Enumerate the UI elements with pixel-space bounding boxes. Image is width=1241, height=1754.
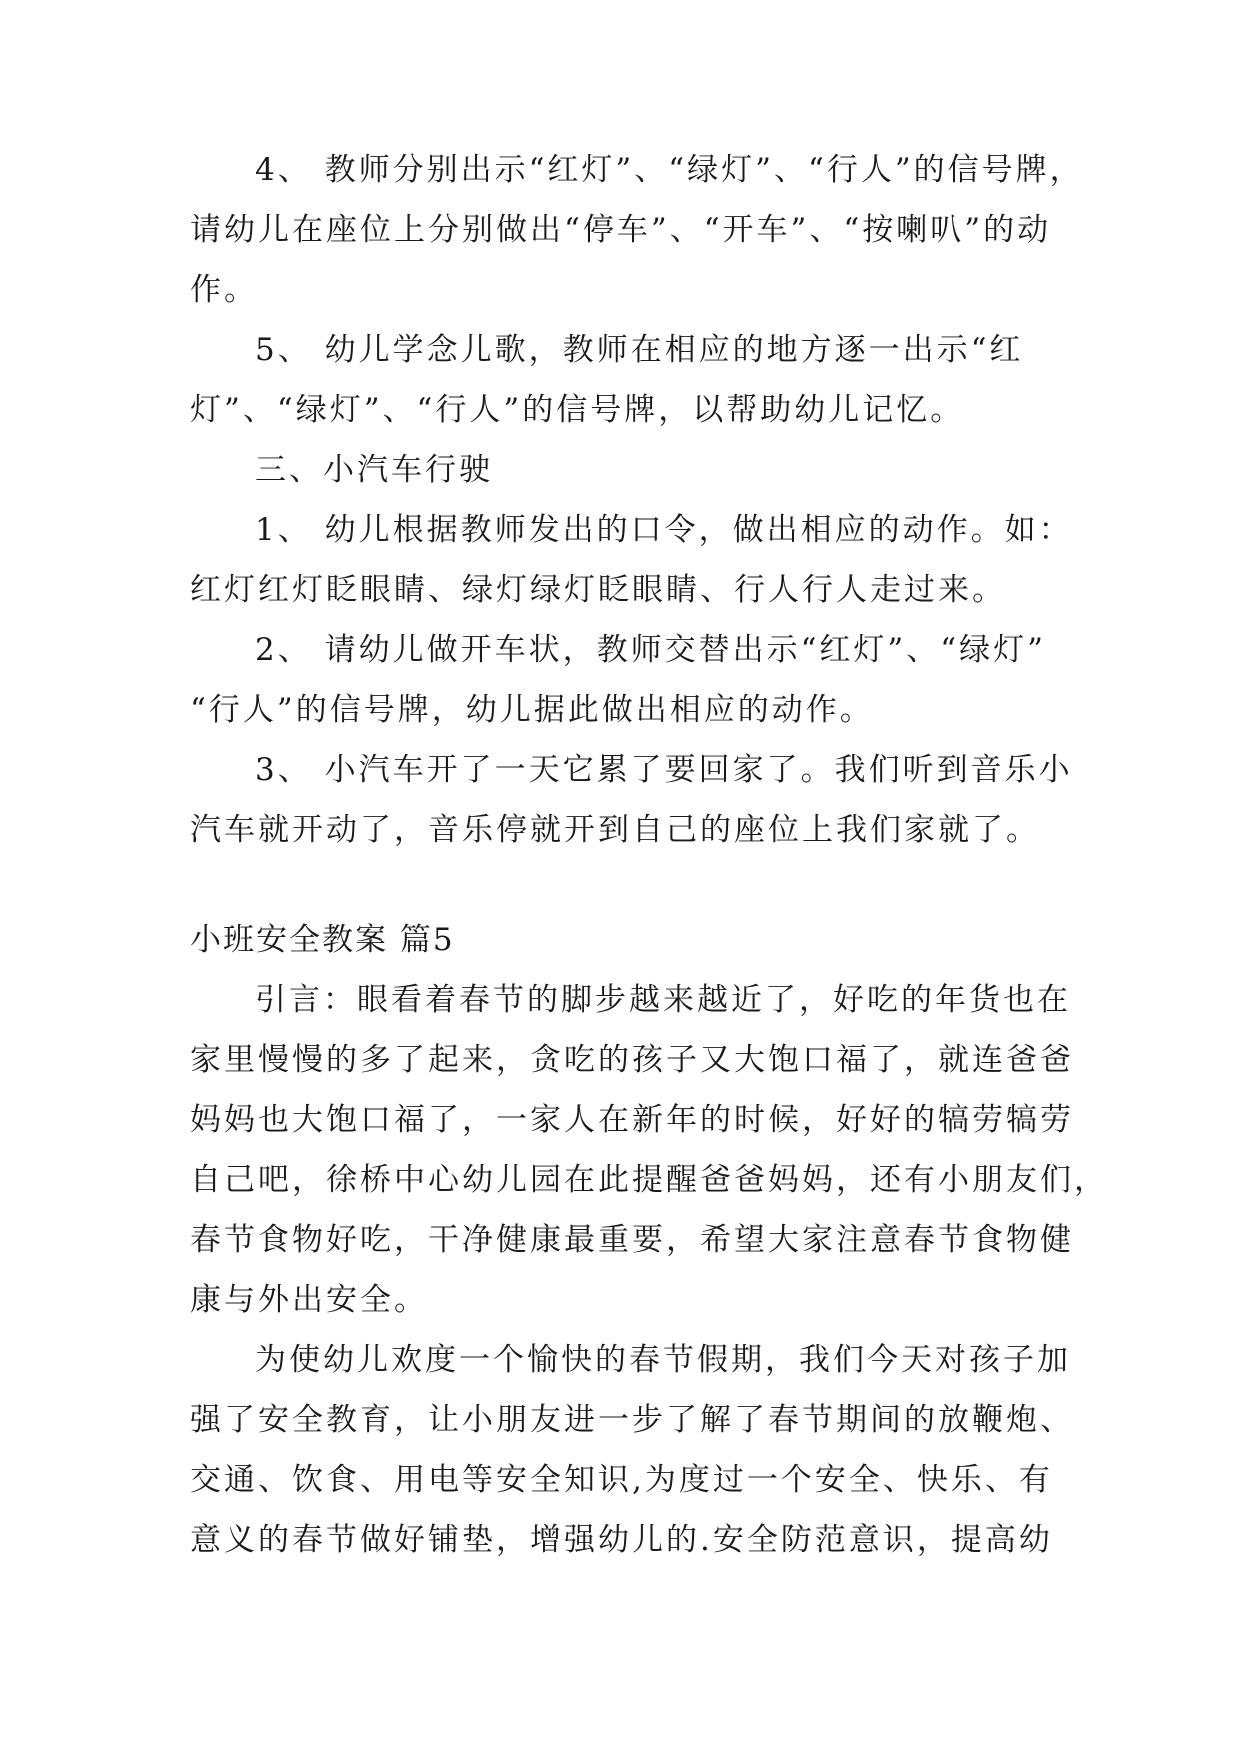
paragraph-line: 红灯红灯眨眼睛、绿灯绿灯眨眼睛、行人行人走过来。 — [190, 572, 1006, 608]
paragraph-line: 引言：眼看着春节的脚步越来越近了，好吃的年货也在 — [255, 982, 1071, 1018]
paragraph-line: 为使幼儿欢度一个愉快的春节假期，我们今天对孩子加 — [255, 1342, 1071, 1378]
paragraph-line: 自己吧，徐桥中心幼儿园在此提醒爸爸妈妈，还有小朋友们， — [190, 1162, 1108, 1198]
paragraph-line: 作。 — [190, 272, 258, 308]
paragraph-line: 1、 幼儿根据教师发出的口令，做出相应的动作。如： — [255, 512, 1073, 548]
paragraph-line: 妈妈也大饱口福了，一家人在新年的时候，好好的犒劳犒劳 — [190, 1102, 1074, 1138]
paragraph-line: 3、 小汽车开了一天它累了要回家了。我们听到音乐小 — [255, 752, 1073, 788]
paragraph-line: “行人”的信号牌，幼儿据此做出相应的动作。 — [190, 692, 874, 728]
paragraph-line: 意义的春节做好铺垫，增强幼儿的.安全防范意识，提高幼 — [190, 1522, 1053, 1558]
paragraph-line: 4、 教师分别出示“红灯”、“绿灯”、“行人”的信号牌， — [255, 152, 1084, 188]
paragraph-line: 请幼儿在座位上分别做出“停车”、“开车”、“按喇叭”的动 — [190, 212, 1052, 248]
paragraph-line: 交通、饮食、用电等安全知识,为度过一个安全、快乐、有 — [190, 1462, 1053, 1498]
paragraph-line: 家里慢慢的多了起来，贪吃的孩子又大饱口福了，就连爸爸 — [190, 1042, 1074, 1078]
paragraph-line: 5、 幼儿学念儿歌，教师在相应的地方逐一出示“红 — [255, 332, 1024, 368]
paragraph-line: 汽车就开动了，音乐停就开到自己的座位上我们家就了。 — [190, 812, 1040, 848]
paragraph-line: 康与外出安全。 — [190, 1282, 428, 1318]
article-title: 小班安全教案 篇5 — [190, 922, 455, 958]
paragraph-line: 春节食物好吃，干净健康最重要，希望大家注意春节食物健 — [190, 1222, 1074, 1258]
section-heading: 三、小汽车行驶 — [255, 452, 493, 488]
paragraph-line: 强了安全教育，让小朋友进一步了解了春节期间的放鞭炮、 — [190, 1402, 1074, 1438]
paragraph-line: 灯”、“绿灯”、“行人”的信号牌，以帮助幼儿记忆。 — [190, 392, 965, 428]
paragraph-line: 2、 请幼儿做开车状，教师交替出示“红灯”、“绿灯” — [255, 632, 1046, 668]
